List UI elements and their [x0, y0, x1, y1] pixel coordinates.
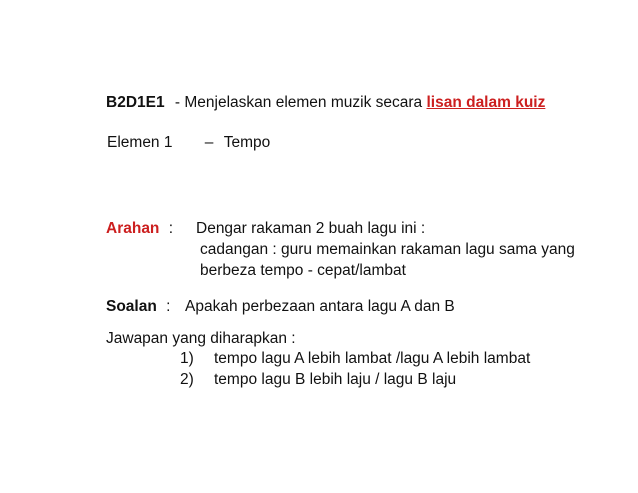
element-name: Tempo: [223, 134, 271, 151]
soalan-label: Soalan: [106, 298, 157, 315]
header-highlight: lisan dalam kuiz: [426, 94, 546, 111]
arahan-line-1: Dengar rakaman 2 buah lagu ini :: [196, 220, 426, 237]
header-text: - Menjelaskan elemen muzik secara: [174, 94, 423, 111]
header-line: [106, 94, 545, 112]
answer-item-text: tempo lagu A lebih lambat /lagu A lebih lambat: [214, 350, 531, 367]
element-label: Elemen 1: [107, 134, 173, 151]
arahan-line-3: berbeza tempo - cepat/lambat: [200, 262, 406, 279]
arahan-row: [106, 220, 173, 238]
answer-item-number: 2): [180, 371, 194, 388]
arahan-line-2: cadangan : guru memainkan rakaman lagu sama yang: [200, 241, 575, 258]
soalan-row: [106, 298, 170, 316]
element-line: [107, 134, 270, 152]
soalan-colon: :: [166, 298, 171, 315]
arahan-label: Arahan: [106, 220, 160, 237]
answer-item-text: tempo lagu B lebih laju / lagu B laju: [214, 371, 457, 388]
soalan-text: Apakah perbezaan antara lagu A dan B: [185, 298, 455, 315]
lesson-code: B2D1E1: [106, 94, 165, 111]
answer-item-number: 1): [180, 350, 194, 367]
jawapan-label: Jawapan yang diharapkan :: [106, 330, 296, 347]
arahan-colon: :: [168, 220, 174, 237]
element-dash: –: [204, 134, 214, 151]
